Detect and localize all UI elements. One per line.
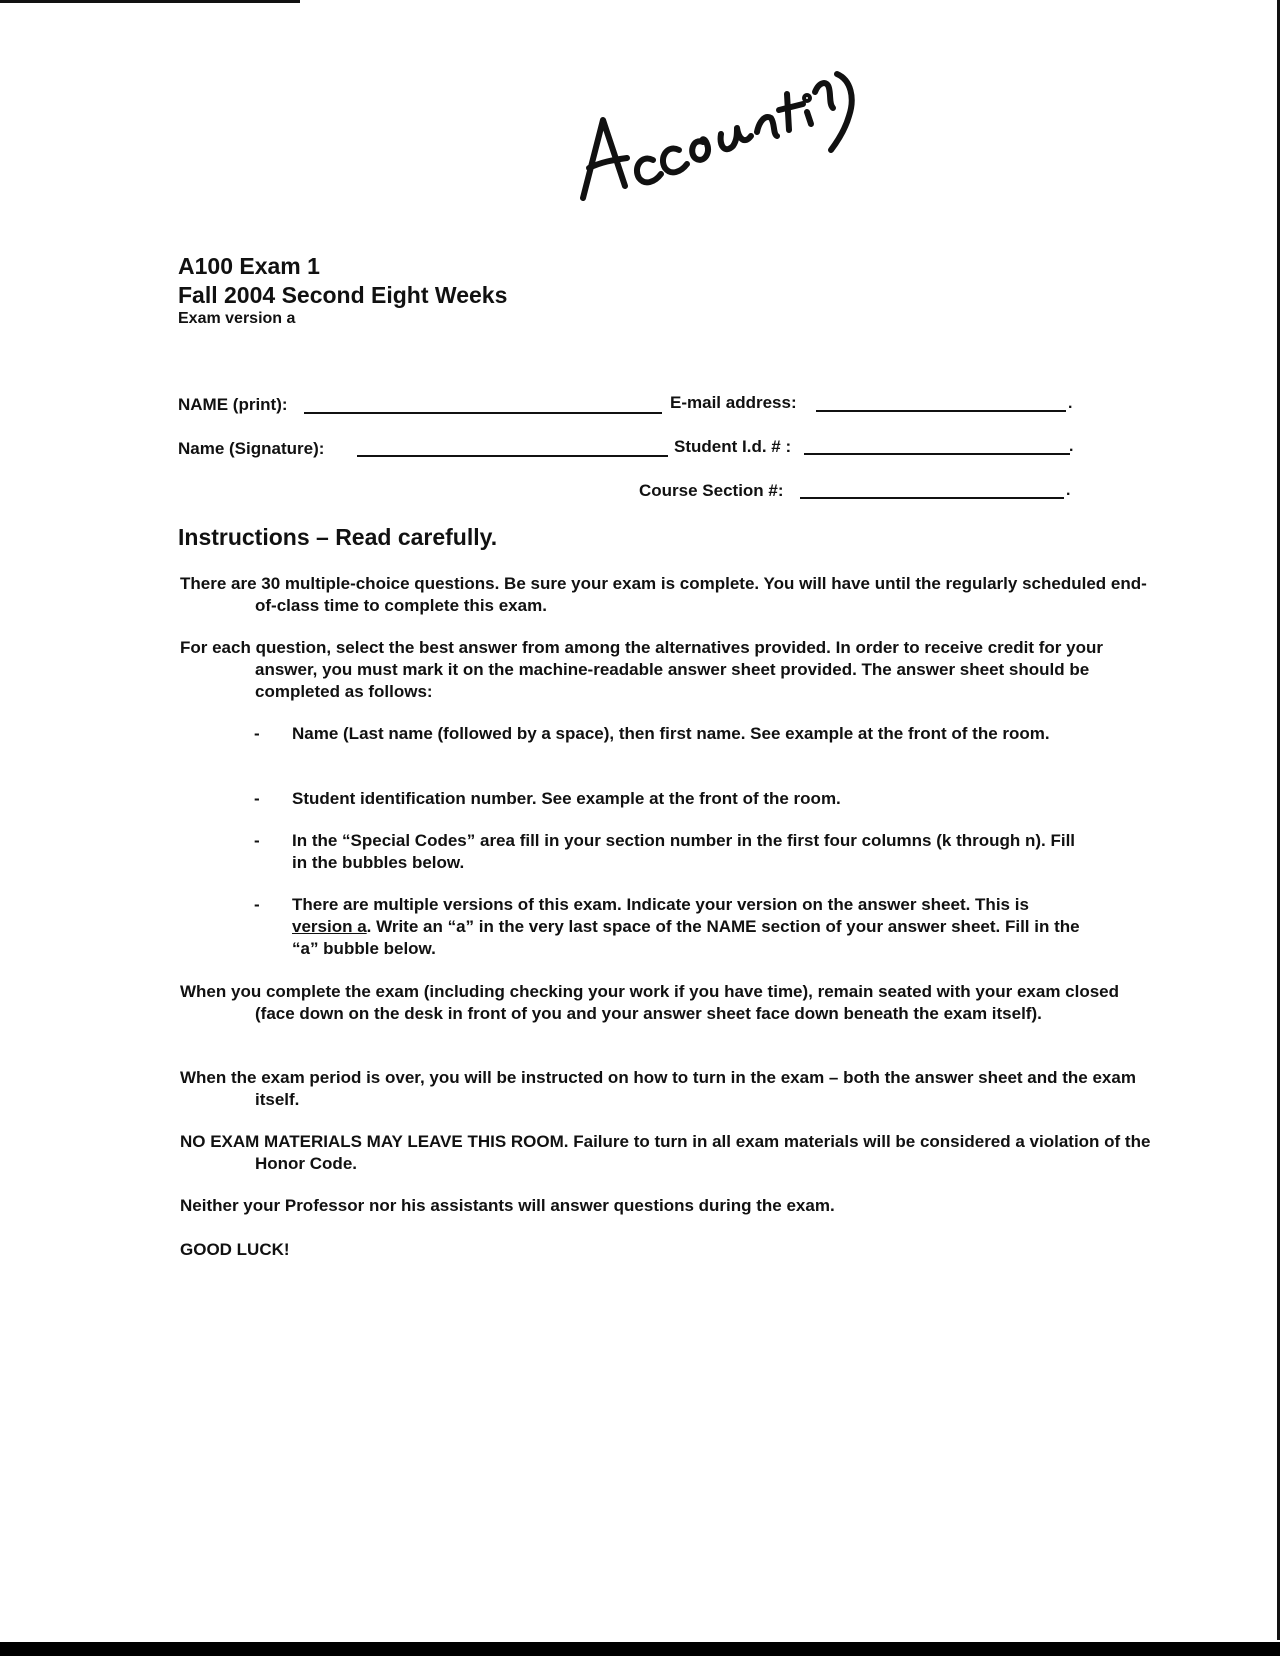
bullet-text (292, 894, 1094, 960)
name-signature-input[interactable] (357, 455, 668, 457)
version-a-underlined: version a (292, 917, 367, 936)
good-luck: GOOD LUCK! (180, 1240, 290, 1259)
exam-version: Exam version a (178, 310, 296, 327)
bullet-text: Student identification number. See example at the front of the room. (292, 789, 841, 808)
name-print-label: NAME (print): (178, 395, 288, 414)
course-exam-title: A100 Exam 1 (178, 253, 320, 279)
course-section-input[interactable] (800, 497, 1064, 499)
bullet-text: Name (Last name (followed by a space), then first name. See example at the front of the room. (292, 724, 1050, 743)
email-period: . (1068, 395, 1073, 412)
scan-edge-top (0, 0, 300, 3)
name-print-input[interactable] (304, 412, 662, 414)
instruction-paragraph: When you complete the exam (including checking your work if you have time), remain seated with your exam closed (face down on the desk in front of you and your answer sheet face down beneath the exam itself). (180, 982, 1120, 1023)
student-id-input[interactable] (804, 453, 1070, 455)
bullet-text: In the “Special Codes” area fill in your section number in the first four columns (k through n). Fill in the bubbles below. (292, 831, 1076, 872)
course-section-period: . (1066, 482, 1071, 499)
email-input[interactable] (816, 410, 1066, 412)
bullet-text-pre: There are multiple versions of this exam. Indicate your version on the answer sheet. This is (292, 895, 1029, 914)
email-label: E-mail address: (670, 393, 797, 412)
instruction-bullet (254, 894, 1094, 960)
bullet-text-post: . Write an “a” in the very last space of the NAME section of your answer sheet. Fill in the “a” bubble below. (292, 917, 1080, 958)
bullet-dash: - (254, 789, 260, 808)
instruction-bullet (254, 830, 1094, 874)
bullet-dash: - (254, 895, 260, 914)
instruction-paragraph: There are 30 multiple-choice questions. Be sure your exam is complete. You will have until the regularly scheduled end-of-class time to complete this exam. (180, 574, 1147, 615)
scan-edge-bottom (0, 1642, 1280, 1656)
exam-header (178, 252, 507, 328)
student-id-label: Student I.d. # : (674, 437, 792, 456)
course-section-label: Course Section #: (639, 481, 784, 500)
handwritten-annotation (575, 58, 855, 208)
instructions-heading: Instructions – Read carefully. (178, 524, 498, 550)
instruction-bullet (254, 788, 1094, 810)
instruction-bullet (254, 723, 1094, 745)
term-title: Fall 2004 Second Eight Weeks (178, 282, 508, 308)
bullet-dash: - (254, 831, 260, 850)
instruction-paragraph: When the exam period is over, you will be instructed on how to turn in the exam – both the answer sheet and the exam itself. (180, 1068, 1136, 1109)
instruction-paragraph: NO EXAM MATERIALS MAY LEAVE THIS ROOM. Failure to turn in all exam materials will be considered a violation of the Honor Code. (180, 1132, 1151, 1173)
bullet-dash: - (254, 724, 260, 743)
student-id-period: . (1069, 438, 1074, 455)
name-signature-label: Name (Signature): (178, 439, 325, 458)
instruction-paragraph: Neither your Professor nor his assistants will answer questions during the exam. (180, 1196, 835, 1215)
instruction-paragraph: For each question, select the best answer from among the alternatives provided. In order to receive credit for your answer, you must mark it on the machine-readable answer sheet provided. The answer sheet should be completed as follows: (180, 638, 1103, 701)
